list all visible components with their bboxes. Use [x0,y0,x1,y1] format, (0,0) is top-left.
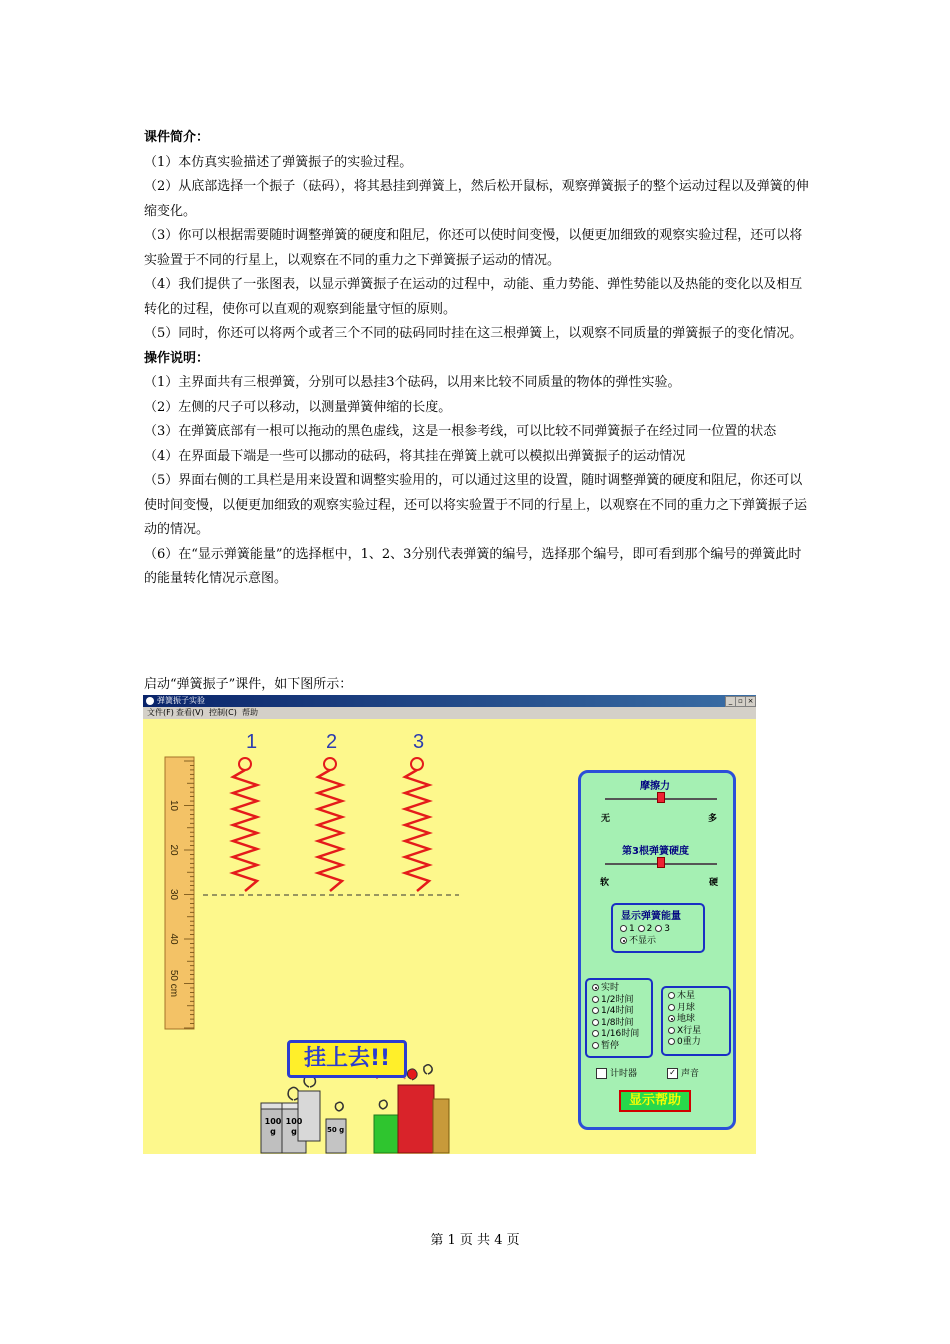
ruler-label: 20 [168,844,179,856]
ops-item: （4）在界面最下端是一些可以挪动的砝码，将其挂在弹簧上就可以模拟出弹簧振子的运动情况 [144,448,686,464]
energy-option-none[interactable]: 不显示 [620,936,656,948]
time-option[interactable]: 1/4时间 [592,1006,639,1018]
ops-heading: 操作说明： [144,350,210,366]
weight-label-3: 50 g [327,1126,345,1134]
time-option[interactable]: 暂停 [592,1041,639,1053]
page-footer: 第 1 页 共 4 页 [430,1233,520,1248]
planet-option[interactable]: 地球 [668,1014,701,1026]
planet-option[interactable]: X行星 [668,1026,701,1038]
ops-item: （6）在“显示弹簧能量”的选择框中，1、2、3分别代表弹簧的编号，选择那个编号，即可看到那个编号的弹簧此时的能量转化情况示意图。 [144,546,802,586]
app-window [143,695,756,1154]
intro-item: （3）你可以根据需要随时调整弹簧的硬度和阻尼，你还可以使时间变慢，以便更加细致的观察实验过程，还可以将实验置于不同的行星上，以观察在不同的重力之下弹簧振子运动的情况。 [144,228,803,268]
energy-box [611,903,705,953]
planet-option-list [668,991,701,1049]
ops-item: （1）主界面共有三根弹簧，分别可以悬挂3个砝码，以用来比较不同质量的物体的弹性实验。 [144,375,681,390]
weight-label-2: 100 g [285,1117,303,1136]
timer-checkbox[interactable]: 计时器 [596,1068,637,1081]
energy-label: 显示弹簧能量 [621,911,681,922]
time-option[interactable]: 实时 [592,983,639,995]
spring-label-3: 3 [413,731,425,753]
stiffness-max: 硬 [709,878,719,888]
planet-option[interactable]: 月球 [668,1003,701,1015]
stiffness-label: 第3根弹簧硬度 [622,846,689,857]
intro-item: （2）从底部选择一个振子（砝码），将其悬挂到弹簧上，然后松开鼠标，观察弹簧振子的整个运动过程以及弹簧的伸缩变化。 [144,179,809,219]
intro-item: （1）本仿真实验描述了弹簧振子的实验过程。 [144,154,413,170]
energy-option-3[interactable]: 3 [655,924,670,934]
measuring-ruler[interactable] [165,757,194,1029]
time-option[interactable]: 1/16时间 [592,1029,639,1041]
ops-item: （5）界面右侧的工具栏是用来设置和调整实验用的，可以通过这里的设置，随时调整弹簧的硬度和阻尼，你还可以使时间变慢，以便更加细致的观察实验过程，还可以将实验置于不同的行星上，以观察在不同的重力之下弹簧振子运动的情况。 [144,473,808,537]
spring-2 [318,758,342,891]
ops-item: （2）左侧的尺子可以移动，以测量弹簧伸缩的长度。 [144,399,452,415]
stiffness-min: 软 [600,878,610,888]
intro-heading: 课件简介： [144,130,210,145]
time-options-box [585,978,653,1058]
sound-checkbox[interactable]: ✓ 声音 [667,1068,699,1081]
time-option-list [592,983,639,1052]
planet-options-box [661,986,731,1056]
ruler-label: 40 [168,933,179,945]
weight-green[interactable] [374,1100,399,1153]
energy-option-2[interactable]: 2 [638,924,653,934]
planet-option[interactable]: 木星 [668,991,701,1003]
friction-max: 多 [708,814,718,824]
intro-list [144,151,809,347]
friction-slider-knob[interactable] [657,792,665,803]
weight-label-1: 100 g [264,1117,282,1136]
weight-red[interactable] [398,1065,449,1153]
menu-help[interactable]: 帮助 [242,708,258,717]
spring-label-2: 2 [326,731,338,753]
planet-option[interactable]: 0重力 [668,1037,701,1049]
close-button[interactable]: × [745,696,756,707]
window-title: 弹簧振子实验 [157,696,205,705]
title-bar [143,695,756,707]
ops-list [144,371,809,592]
hang-button[interactable]: 挂上去!! [287,1040,407,1078]
energy-options-row [620,924,670,936]
ops-item: （3）在弹簧底部有一根可以拖动的黑色虚线，这是一根参考线，可以比较不同弹簧振子在经过同一位置的状态 [144,424,777,439]
menu-view[interactable]: 查看(V) [176,708,204,717]
ruler-label: 10 [168,799,179,812]
spring-3 [405,758,429,891]
show-help-button[interactable]: 显示帮助 [619,1090,691,1112]
menu-bar [143,707,756,719]
spring-label-1: 1 [246,731,258,753]
ruler-label: 50 cm [168,969,179,998]
spring-1 [233,758,257,891]
simulation-stage [143,719,756,1154]
minimize-button[interactable]: _ [725,696,736,707]
time-option[interactable]: 1/8时间 [592,1018,639,1030]
maximize-button[interactable]: ▫ [735,696,746,707]
intro-item: （5）同时，你还可以将两个或者三个不同的砝码同时挂在这三根弹簧上，以观察不同质量的弹簧振子的变化情况。 [144,326,803,341]
stiffness-slider-knob[interactable] [657,857,665,868]
time-option[interactable]: 1/2时间 [592,995,639,1007]
friction-label: 摩擦力 [640,781,670,792]
menu-control[interactable]: 控制(C) [209,708,237,717]
menu-file[interactable]: 文件(F) [147,708,174,717]
ruler-label: 30 [168,888,179,901]
intro-item: （4）我们提供了一张图表，以显示弹簧振子在运动的过程中，动能、重力势能、弹性势能以及热能的变化以及相互转化的过程，使你可以直观的观察到能量守恒的原则。 [144,277,803,317]
app-icon [146,697,154,705]
energy-option-1[interactable]: 1 [620,924,635,934]
friction-min: 无 [601,814,611,824]
weight-100g-b[interactable] [282,1074,320,1153]
document-body [144,126,809,592]
figure-caption: 启动“弹簧振子”课件，如下图所示： [144,677,353,692]
